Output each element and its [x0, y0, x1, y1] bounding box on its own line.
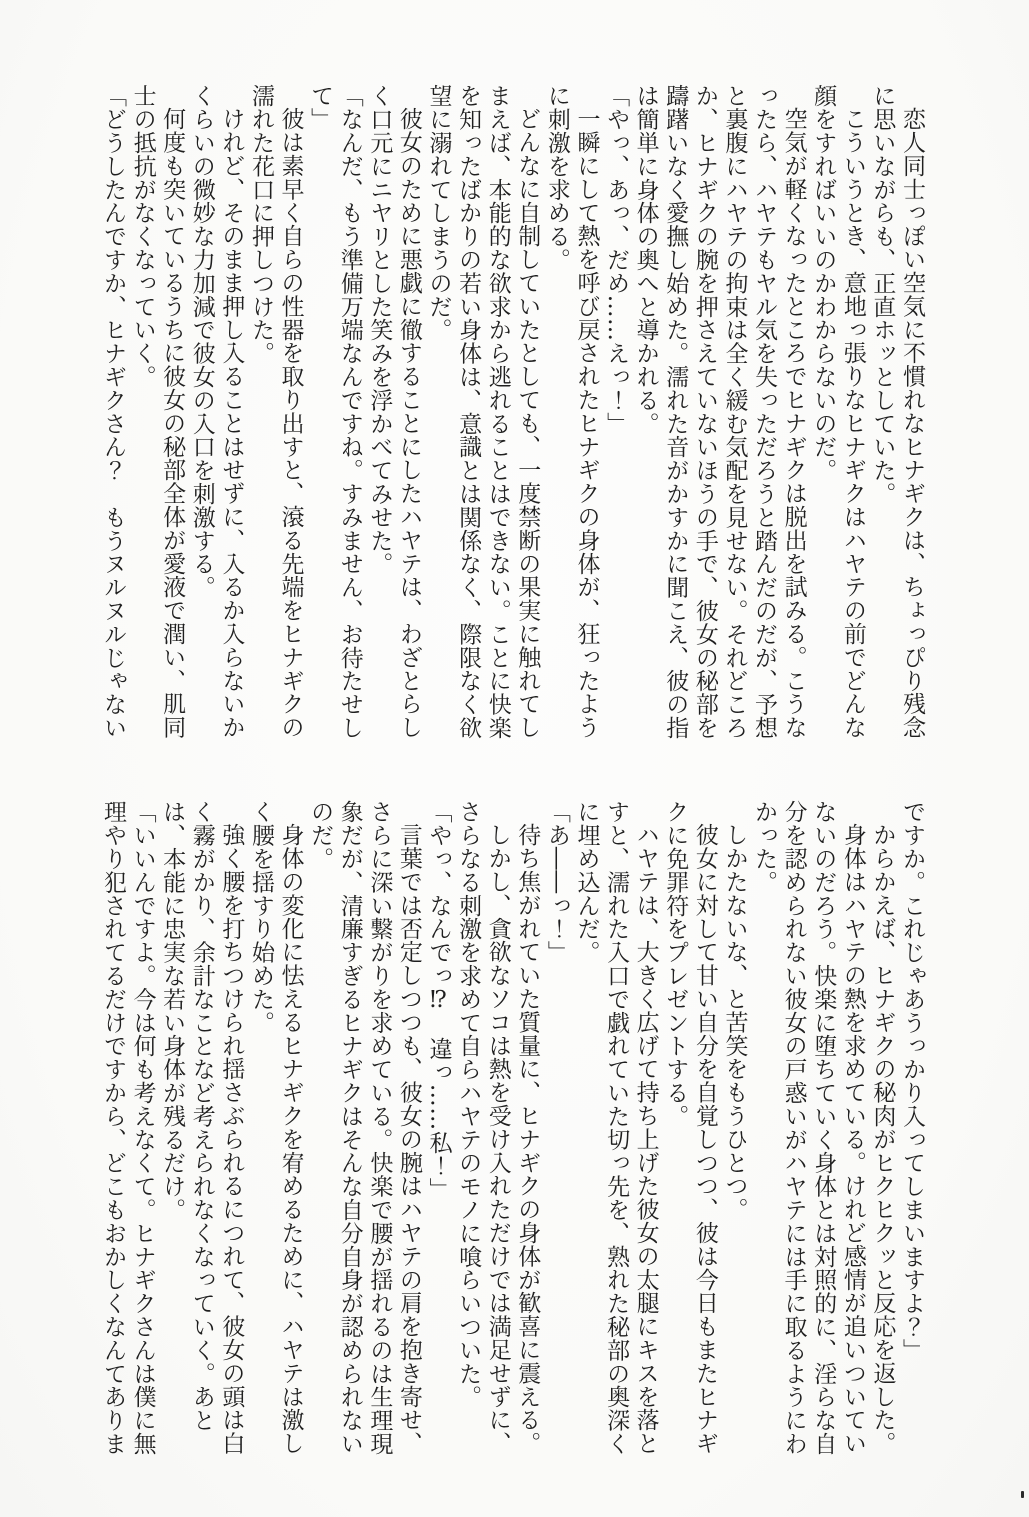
paragraph: 「なんだ、もう準備万端なんですね。すみません、お待たせして」 — [307, 84, 363, 740]
paragraph: 言葉では否定しつつも、彼女の腕はハヤテの肩を抱き寄せ、さらに深い繋がりを求めている。快楽で腰が揺れるのは生理現象だが、清廉すぎるヒナギクはそんな自分自身が認められないのだ。 — [307, 800, 422, 1456]
paragraph: どんなに自制していたとしても、一度禁断の果実に触れてしまえば、本能的な欲求から逃れることはできない。ことに快楽を知ったばかりの若い身体は、意識とは関係なく、際限なく欲望に溺れてしまうのだ。 — [425, 84, 541, 740]
paragraph: 「やっ、なんでっ⁉ 違っ……私！」 — [425, 800, 452, 1201]
page-corner-artifact — [1021, 1491, 1024, 1498]
paragraph: 身体の変化に怯えるヒナギクを宥めるために、ハヤテは激しく腰を揺すり始めた。 — [247, 800, 304, 1455]
paragraph: 「あ――っ！」 — [543, 800, 570, 964]
paragraph: しかし、貪欲なソコは熱を受け入れただけでは満足せずに、さらなる刺激を求めて自らハヤテのモノに喰らいついた。 — [455, 800, 511, 1455]
paragraph: 彼女に対して甘い自分を自覚しつつ、彼は今日もまたヒナギクに免罪符をプレゼントする。 — [662, 800, 718, 1455]
paragraph: からかえば、ヒナギクの秘肉がヒクヒクッと反応を返した。 — [869, 823, 896, 1455]
paragraph: 何度も突いているうちに彼女の秘部全体が愛液で潤い、肌同士の抵抗がなくなっていく。 — [129, 84, 186, 739]
paragraph: 強く腰を打ちつけられ揺さぶられるにつれて、彼女の頭は白く霧がかり、余計なことなど考えられなくなっていく。あとは、本能に忠実な若い身体が残るだけ。 — [159, 800, 245, 1455]
paragraph: 恋人同士っぽい空気に不慣れなヒナギクは、ちょっぴり残念に思いながらも、正直ホッとしていた。 — [869, 84, 925, 739]
paragraph: 「いいんですよ。今は何も考えなくて。ヒナギクさんは僕に無理やり犯されてるだけですから、どこもおかしくなんてありま — [99, 800, 156, 1456]
paragraph: 彼女のために悪戯に徹することにしたハヤテは、わざとらしく口元にニヤリとした笑みを浮かべてみせた。 — [366, 84, 422, 739]
paragraph: 身体はハヤテの熱を求めている。けれど感情が追いついていないのだろう。快楽に堕ちていく身体とは対照的に、淫らな自分を認められない彼女の戸惑いがハヤテには手に取るようにわかった。 — [751, 800, 866, 1456]
text-block-top — [97, 84, 926, 740]
paragraph: しかたないな、と苦笑をもうひとつ。 — [721, 823, 748, 1221]
paragraph: こういうとき、意地っ張りなヒナギクはハヤテの前でどんな顔をすればいいのかわからないのだ。 — [810, 84, 866, 739]
text-block-bottom — [97, 800, 926, 1456]
paragraph: けれど、そのまま押し入ることはせずに、入るか入らないかくらいの微妙な力加減で彼女の入口を刺激する。 — [188, 84, 245, 739]
paragraph: 待ち焦がれていた質量に、ヒナギクの身体が歓喜に震える。 — [514, 823, 541, 1455]
paragraph: 彼は素早く自らの性器を取り出すと、滾る先端をヒナギクの濡れた花口に押しつけた。 — [247, 84, 304, 739]
paragraph: 「どうしたんですか、ヒナギクさん？ もうヌルヌルじゃない — [99, 84, 126, 740]
paragraph: ハヤテは、大きく広げて持ち上げた彼女の太腿にキスを落とすと、濡れた入口で戯れていた切っ先を、熟れた秘部の奥深くに埋め込んだ。 — [573, 800, 659, 1456]
paragraph: 一瞬にして熱を呼び戻されたヒナギクの身体が、狂ったように刺激を求める。 — [543, 84, 600, 739]
paragraph: 「やっ、あっ、だめ……えっ！」 — [603, 84, 630, 435]
paragraph: ですか。これじゃあうっかり入ってしまいますよ？」 — [899, 800, 925, 1362]
paragraph: 空気が軽くなったところでヒナギクは脱出を試みる。こうなったら、ハヤテもヤル気を失っただろうと踏んだのだが、予想と裏腹にハヤテの拘束は全く緩む気配を見せない。それどころか、ヒナギクの腕を押さえていないほうの手で、彼女の秘部を躊躇いなく愛撫し始めた。濡れた音がかすかに聞こえ、彼の指は簡単に身体の奥へと導かれる。 — [632, 84, 807, 740]
